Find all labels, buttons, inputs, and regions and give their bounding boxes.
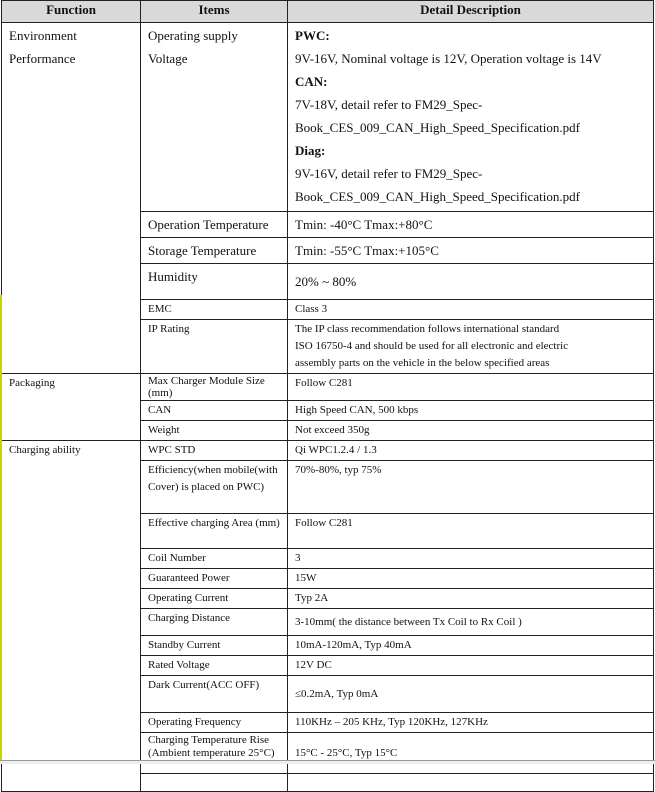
charging-detail: Follow C281	[288, 514, 654, 549]
detail-emc: Class 3	[288, 300, 654, 320]
charging-detail: 70%-80%, typ 75%	[288, 461, 654, 514]
charging-detail: 3	[288, 549, 654, 569]
function-line: Performance	[9, 51, 76, 66]
charging-detail: Typ 2A	[288, 589, 654, 609]
function-line: Environment	[9, 28, 77, 43]
charging-item: Coil Number	[141, 549, 288, 569]
charging-item: Charging Distance	[141, 609, 288, 636]
charging-detail: 3-10mm( the distance between Tx Coil to Rx Coil )	[288, 609, 654, 636]
charging-item: Efficiency(when mobile(with Cover) is placed on PWC)	[141, 461, 288, 514]
charging-item: Operating Frequency	[141, 713, 288, 733]
charging-item: Charging Temperature Rise (Ambient temperature 25°C)	[141, 733, 288, 774]
charging-detail: 10mA-120mA, Typ 40mA	[288, 636, 654, 656]
charging-detail: 15°C - 25°C, Typ 15°C	[288, 733, 654, 774]
item-line: Operating supply	[148, 28, 238, 43]
charging-item: Effective charging Area (mm)	[141, 514, 288, 549]
charging-item: Guaranteed Power	[141, 569, 288, 589]
diag-detail: Book_CES_009_CAN_High_Speed_Specification.pdf	[295, 189, 580, 204]
charging-detail: ≤0.2mA, Typ 0mA	[288, 676, 654, 713]
function-packaging: Packaging	[2, 374, 141, 441]
ip-line: The IP class recommendation follows international standard	[295, 323, 560, 335]
charging-detail: 110KHz – 205 KHz, Typ 120KHz, 127KHz	[288, 713, 654, 733]
detail-max-size: Follow C281	[288, 374, 654, 401]
item-emc: EMC	[141, 300, 288, 320]
page-break	[0, 760, 655, 764]
item-can: CAN	[141, 401, 288, 421]
ip-line: ISO 16750-4 and should be used for all electronic and electric	[295, 340, 569, 352]
page-margin-line	[0, 295, 2, 761]
charging-detail: 15W	[288, 569, 654, 589]
charging-detail: Qi WPC1.2.4 / 1.3	[288, 441, 654, 461]
pwc-label: PWC:	[295, 28, 330, 43]
header-function: Function	[2, 1, 141, 23]
charging-item: Dark Current(ACC OFF)	[141, 676, 288, 713]
header-items: Items	[141, 1, 288, 23]
detail-weight: Not exceed 350g	[288, 421, 654, 441]
item-voltage	[141, 23, 288, 212]
item-op-temp: Operation Temperature	[141, 212, 288, 238]
pwc-detail: 9V-16V, Nominal voltage is 12V, Operation voltage is 14V	[295, 51, 602, 66]
spec-table	[1, 0, 654, 792]
ip-line: assembly parts on the vehicle in the below specified areas	[295, 357, 550, 369]
diag-label: Diag:	[295, 143, 326, 158]
can-detail: Book_CES_009_CAN_High_Speed_Specification.pdf	[295, 120, 580, 135]
charging-item: Standby Current	[141, 636, 288, 656]
diag-detail: 9V-16V, detail refer to FM29_Spec-	[295, 166, 483, 181]
detail-can: High Speed CAN, 500 kbps	[288, 401, 654, 421]
detail-storage-temp: Tmin: -55°C Tmax:+105°C	[288, 238, 654, 264]
function-environment-cont	[2, 300, 141, 374]
charging-item: Rated Voltage	[141, 656, 288, 676]
charging-detail	[288, 774, 654, 792]
charging-item: Operating Current	[141, 589, 288, 609]
detail-ip	[288, 320, 654, 374]
item-storage-temp: Storage Temperature	[141, 238, 288, 264]
charging-detail: 12V DC	[288, 656, 654, 676]
charging-item: WPC STD	[141, 441, 288, 461]
item-line: Voltage	[148, 51, 188, 66]
detail-humidity: 20% ~ 80%	[288, 264, 654, 300]
item-weight: Weight	[141, 421, 288, 441]
item-humidity: Humidity	[141, 264, 288, 300]
detail-op-temp: Tmin: -40°C Tmax:+80°C	[288, 212, 654, 238]
can-detail: 7V-18V, detail refer to FM29_Spec-	[295, 97, 483, 112]
function-charging: Charging ability	[2, 441, 141, 792]
can-label: CAN:	[295, 74, 328, 89]
function-environment	[2, 23, 141, 300]
header-detail: Detail Description	[288, 1, 654, 23]
item-max-size: Max Charger Module Size (mm)	[141, 374, 288, 401]
item-ip: IP Rating	[141, 320, 288, 374]
charging-item	[141, 774, 288, 792]
detail-voltage	[288, 23, 654, 212]
